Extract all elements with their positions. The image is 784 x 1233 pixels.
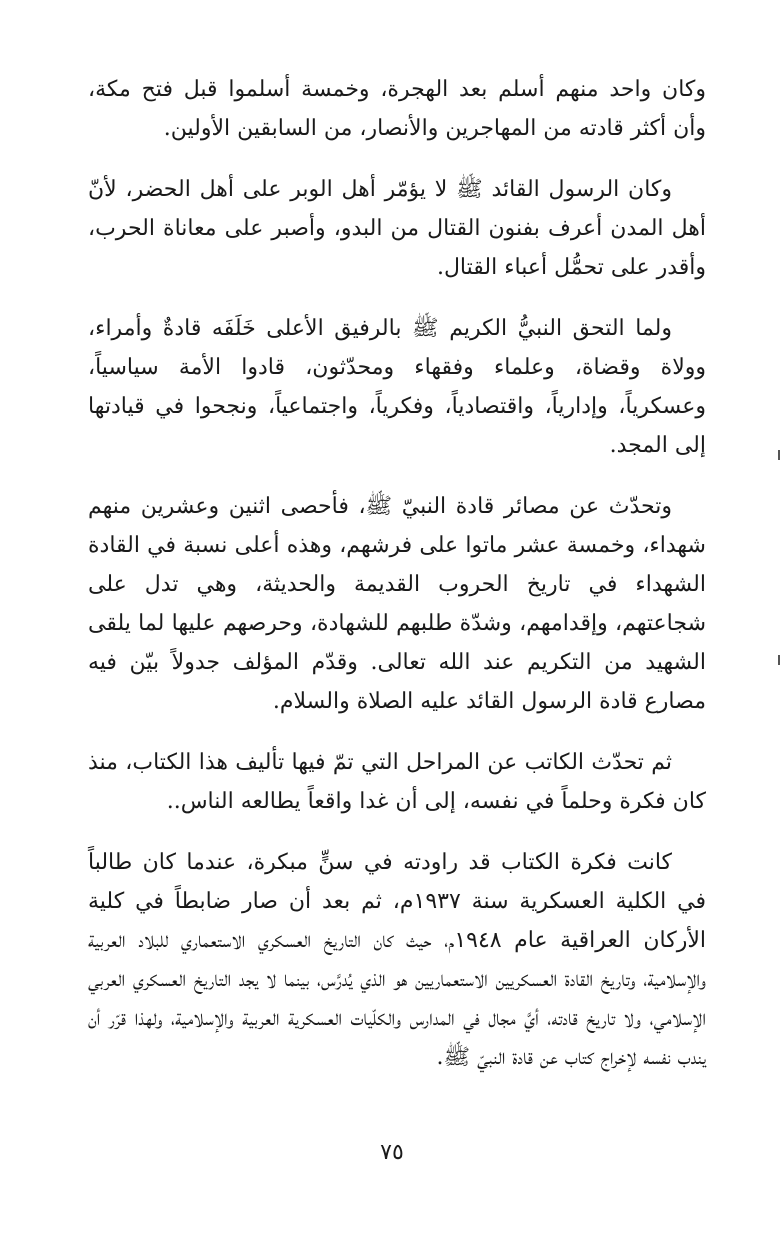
paragraph-6: كانت فكرة الكتاب قد راودته في سنٍّ مبكرة، عندما كان طالباً في الكلية العسكرية سنة ١٩٣٧م، ثم بعد أن صار ضابطاً في كلية الأركان العراقية عام ١٩٤٨م، حيث كان التاريخ العسكري الاستعماري للبلاد العربية والإسلامية، وتاريخ القادة العسكريين الاستعماريين هو الذي يُدرَّس، بينما لا يجد التاريخ العسكري العربي الإسلامي، ولا تاريخ قادته، أيَّ مجال في المدارس والكلّيات العسكرية العربية والإسلامية، ولهذا قرّر أن يندب نفسه لإخراج كتاب عن قادة النبيّ ﷺ. xyxy=(88,850,706,1070)
paragraph-1: وكان واحد منهم أسلم بعد الهجرة، وخمسة أسلموا قبل فتح مكة، وأن أكثر قادته من المهاجرين والأنصار، من السابقين الأولين. xyxy=(88,77,706,141)
paragraph-3: ولما التحق النبيُّ الكريم ﷺ بالرفيق الأعلى خَلَفَه قادةٌ وأمراء، وولاة وقضاة، وعلماء وفقهاء ومحدّثون، قادوا الأمة سياسياً، وعسكرياً، وإدارياً، واقتصادياً، وفكرياً، واجتماعياً، ونجحوا في قيادتها إلى المجد. xyxy=(88,316,706,458)
paragraph-4: وتحدّث عن مصائر قادة النبيّ ﷺ، فأحصى اثنين وعشرين منهم شهداء، وخمسة عشر ماتوا على فرشهم، وهذه أعلى نسبة في القادة الشهداء في تاريخ الحروب القديمة والحديثة، وهي تدل على شجاعتهم، وإقدامهم، وشدّة طلبهم للشهادة، وحرصهم عليها لما يلقى الشهيد من التكريم عند الله تعالى. وقدّم المؤلف جدولاً بيّن فيه مصارع قادة الرسول القائد عليه الصلاة والسلام. xyxy=(88,494,706,714)
paragraph-2: وكان الرسول القائد ﷺ لا يؤمّر أهل الوبر على أهل الحضر، لأنّ أهل المدن أعرف بفنون القتال من البدو، وأصبر على معاناة الحرب، وأقدر على تحمُّل أعباء القتال. xyxy=(88,177,706,280)
page-number: ٧٥ xyxy=(380,1140,404,1165)
margin-mark xyxy=(778,450,780,460)
margin-mark xyxy=(778,655,780,665)
paragraph-5: ثم تحدّث الكاتب عن المراحل التي تمّ فيها تأليف هذا الكتاب، منذ كان فكرة وحلماً في نفسه، إلى أن غدا واقعاً يطالعه الناس.. xyxy=(88,750,706,814)
body-text xyxy=(88,70,706,1099)
